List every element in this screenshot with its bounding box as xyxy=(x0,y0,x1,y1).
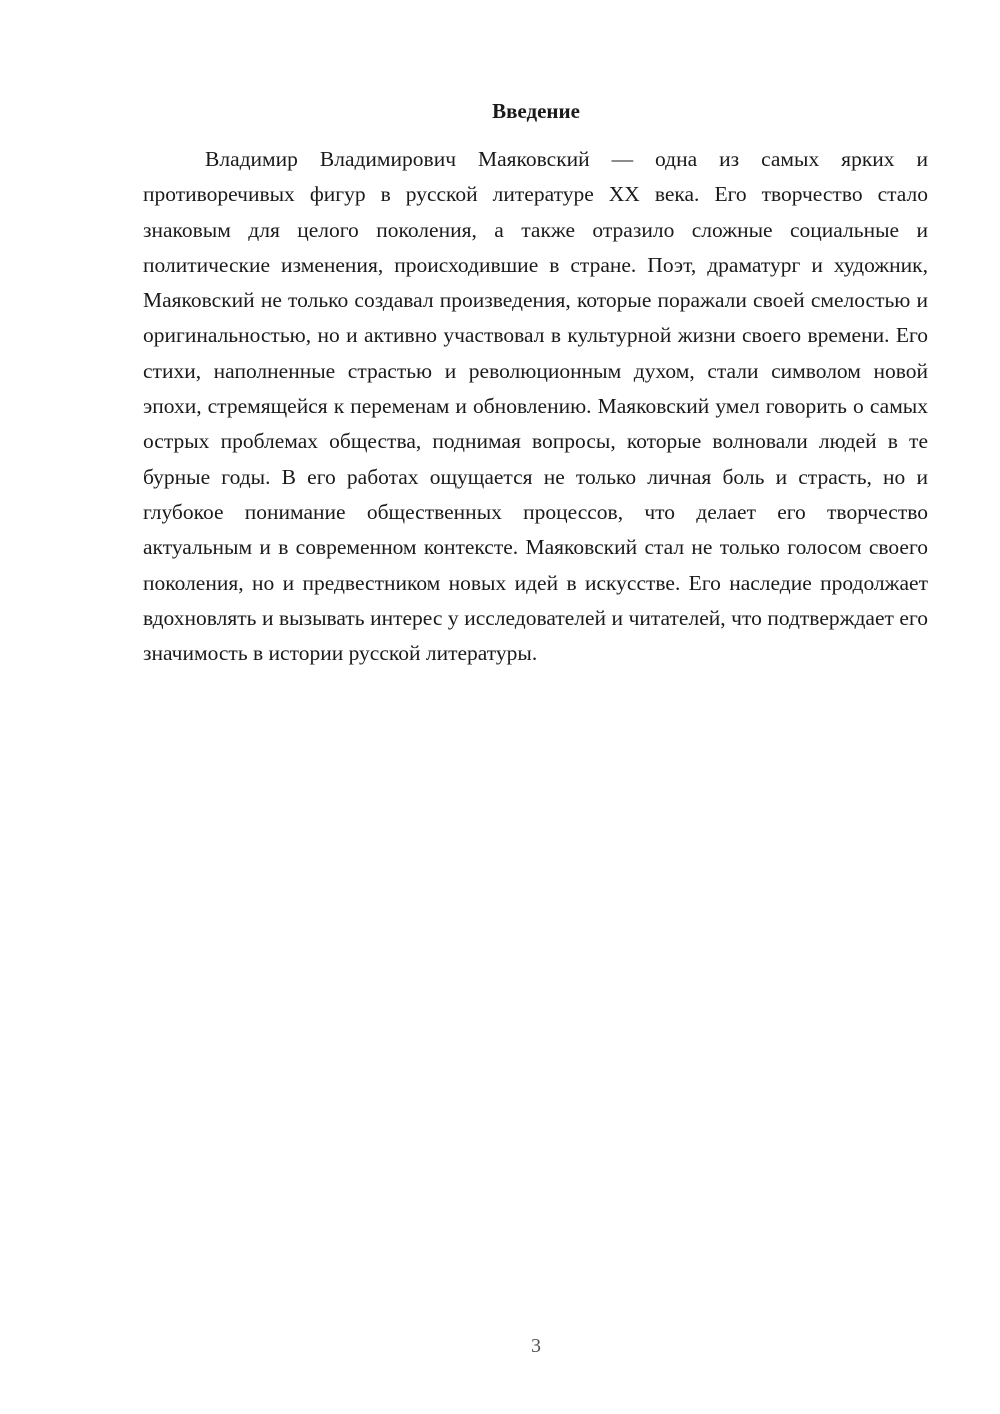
body-paragraph: Владимир Владимирович Маяковский — одна из самых ярких и противоречивых фигур в русской литературе XX века. Его творчество стало знаковым для целого поколения, а также отразило сложные социальные и политические изменения, происходившие в стране. Поэт, драматург и художник, Маяковский не только создавал произведения, которые поражали своей смелостью и оригинальностью, но и активно участвовал в культурной жизни своего времени. Его стихи, наполненные страстью и революционным духом, стали символом новой эпохи, стремящейся к переменам и обновлению. Маяковский умел говорить о самых острых проблемах общества, поднимая вопросы, которые волновали людей в те бурные годы. В его работах ощущается не только личная боль и страсть, но и глубокое понимание общественных процессов, что делает его творчество актуальным и в современном контексте. Маяковский стал не только голосом своего поколения, но и предвестником новых идей в искусстве. Его наследие продолжает вдохновлять и вызывать интерес у исследователей и читателей, что подтверждает его значимость в истории русской литературы. xyxy=(143,147,928,666)
section-title: Введение xyxy=(492,99,580,123)
page-number: 3 xyxy=(531,1335,541,1357)
